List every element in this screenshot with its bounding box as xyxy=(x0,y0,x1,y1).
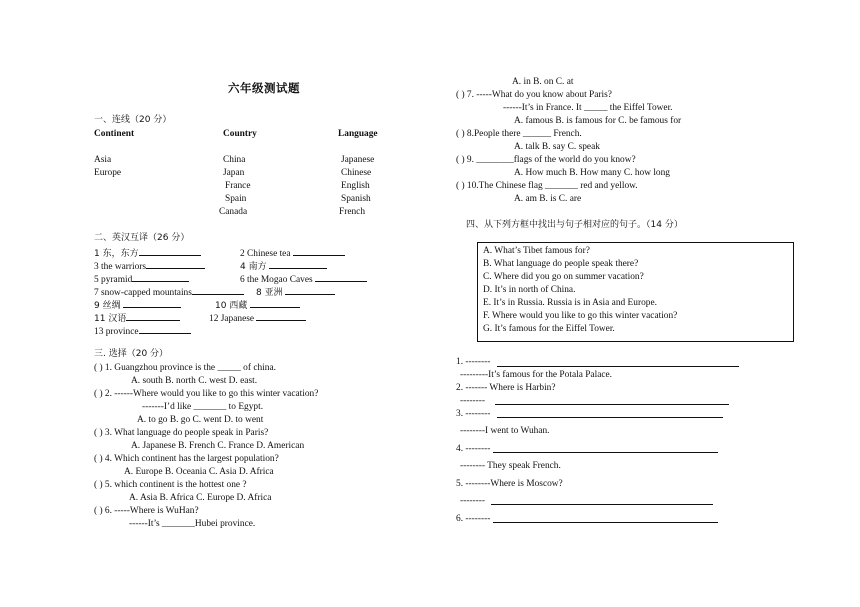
country-item: France xyxy=(225,181,251,191)
continent-asia: Asia xyxy=(94,155,112,165)
question-6-sub: ------It’s _______Hubei province. xyxy=(129,519,256,529)
dialogue-4-reply: -------- They speak French. xyxy=(460,461,561,471)
country-item: Japan xyxy=(223,168,245,178)
question-3-options: A. Japanese B. French C. France D. American xyxy=(131,441,305,451)
dialogue-3-reply: --------I went to Wuhan. xyxy=(460,426,550,436)
country-item: China xyxy=(223,155,246,165)
translation-item: 12 Japanese xyxy=(209,311,306,325)
answer-blank[interactable] xyxy=(123,298,181,308)
question-1-options: A. south B. north C. west D. east. xyxy=(131,376,258,386)
option-a: A. What’s Tibet famous for? xyxy=(483,246,590,256)
translation-item: 11 汉语 xyxy=(94,311,180,325)
question-7-sub: ------It’s in France. It _____ the Eiffel Tower. xyxy=(503,103,673,113)
option-c: C. Where did you go on summer vacation? xyxy=(483,272,644,282)
answer-blank[interactable] xyxy=(269,259,327,269)
answer-blank[interactable] xyxy=(293,246,345,256)
question-2-options: A. to go B. go C. went D. to went xyxy=(137,415,264,425)
country-item: Canada xyxy=(219,207,248,217)
question-2: ( ) 2. ------Where would you like to go this winter vacation? xyxy=(94,389,319,399)
section3-heading: 三. 选择（20 分） xyxy=(94,349,169,359)
translation-item: 13 province xyxy=(94,324,191,338)
answer-line[interactable] xyxy=(493,452,718,453)
section1-heading: 一、连线（20 分） xyxy=(94,115,172,125)
dialogue-2-reply: -------- xyxy=(460,396,485,406)
answer-blank[interactable] xyxy=(192,285,244,295)
question-1: ( ) 1. Guangzhou province is the _____ of china. xyxy=(94,363,276,373)
language-item: Chinese xyxy=(341,168,372,178)
header-country: Country xyxy=(223,129,257,139)
question-2-sub: -------I’d like _______ to Egypt. xyxy=(142,402,264,412)
section2-heading: 二、英汉互译（26 分） xyxy=(94,233,190,243)
option-e: E. It’s in Russia. Russia is in Asia and Europe. xyxy=(483,298,657,308)
question-6-options: A. in B. on C. at xyxy=(512,77,574,87)
question-8: ( ) 8.People there ______ French. xyxy=(456,129,582,139)
continent-europe: Europe xyxy=(94,168,122,178)
translation-item: 3 the warriors xyxy=(94,259,205,273)
page-title: 六年级测试题 xyxy=(228,81,300,95)
option-d: D. It’s in north of China. xyxy=(483,285,576,295)
answer-blank[interactable] xyxy=(250,298,300,308)
question-7: ( ) 7. -----What do you know about Paris? xyxy=(456,90,612,100)
answer-blank[interactable] xyxy=(132,272,189,282)
language-item: English xyxy=(341,181,370,191)
translation-item: 7 snow-capped mountains xyxy=(94,285,244,299)
translation-item: 6 the Mogao Caves xyxy=(240,272,367,286)
question-9: ( ) 9. ________flags of the world do you know? xyxy=(456,155,636,165)
dialogue-5: 5. --------Where is Moscow? xyxy=(456,479,563,489)
translation-item: 1 东，东方 xyxy=(94,246,201,260)
header-language: Language xyxy=(338,129,378,139)
answer-line[interactable] xyxy=(493,522,718,523)
answer-blank[interactable] xyxy=(315,272,367,282)
question-6: ( ) 6. -----Where is WuHan? xyxy=(94,506,199,516)
answer-line[interactable] xyxy=(497,366,739,367)
answer-line[interactable] xyxy=(491,504,713,505)
option-g: G. It’s famous for the Eiffel Tower. xyxy=(483,324,615,334)
answer-blank[interactable] xyxy=(126,311,180,321)
dialogue-2: 2. ------- Where is Harbin? xyxy=(456,383,556,393)
question-4-options: A. Europe B. Oceania C. Asia D. Africa xyxy=(124,467,274,477)
answer-blank[interactable] xyxy=(256,311,306,321)
dialogue-1: 1. -------- xyxy=(456,357,491,367)
question-4: ( ) 4. Which continent has the largest population? xyxy=(94,454,279,464)
translation-item: 10 西藏 xyxy=(215,298,300,312)
translation-item: 5 pyramid xyxy=(94,272,189,286)
dialogue-6: 6. -------- xyxy=(456,514,491,524)
question-9-options: A. How much B. How many C. how long xyxy=(514,168,670,178)
option-b: B. What language do people speak there? xyxy=(483,259,639,269)
question-7-options: A. famous B. is famous for C. be famous for xyxy=(514,116,682,126)
answer-blank[interactable] xyxy=(139,246,201,256)
dialogue-1-reply: ---------It’s famous for the Potala Palace. xyxy=(460,370,613,380)
language-item: Spanish xyxy=(341,194,371,204)
language-item: French xyxy=(339,207,366,217)
answer-blank[interactable] xyxy=(139,324,191,334)
answer-line[interactable] xyxy=(495,404,729,405)
header-continent: Continent xyxy=(94,129,135,139)
question-10-options: A. am B. is C. are xyxy=(514,194,582,204)
language-item: Japanese xyxy=(341,155,375,165)
answer-blank[interactable] xyxy=(146,259,205,269)
translation-item: 4 南方 xyxy=(240,259,327,273)
answer-line[interactable] xyxy=(497,417,723,418)
translation-item: 2 Chinese tea xyxy=(240,246,345,260)
question-10: ( ) 10.The Chinese flag _______ red and yellow. xyxy=(456,181,638,191)
option-f: F. Where would you like to go this winter vacation? xyxy=(483,311,678,321)
dialogue-3: 3. -------- xyxy=(456,409,491,419)
options-box xyxy=(477,242,794,342)
section4-heading: 四、从下列方框中找出与句子相对应的句子。（14 分） xyxy=(466,220,683,230)
translation-item: 8 亚洲 xyxy=(256,285,335,299)
dialogue-5-reply: -------- xyxy=(460,496,485,506)
question-3: ( ) 3. What language do people speak in Paris? xyxy=(94,428,269,438)
country-item: Spain xyxy=(225,194,247,204)
translation-item: 9 丝绸 xyxy=(94,298,181,312)
answer-blank[interactable] xyxy=(285,285,335,295)
question-8-options: A. talk B. say C. speak xyxy=(514,142,600,152)
dialogue-4: 4. -------- xyxy=(456,444,491,454)
question-5-options: A. Asia B. Africa C. Europe D. Africa xyxy=(129,493,272,503)
question-5: ( ) 5. which continent is the hottest one ? xyxy=(94,480,247,490)
